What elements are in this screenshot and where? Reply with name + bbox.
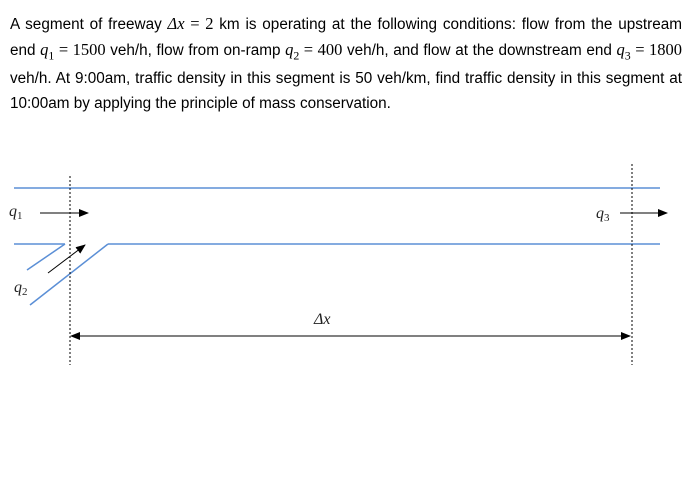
text-segment: veh/h, flow from on-ramp (105, 41, 286, 59)
on-ramp-left-edge (27, 244, 65, 270)
equals-sign: = (299, 39, 318, 59)
delta-x-value: 2 (205, 14, 214, 33)
delta-x-label: Δx (314, 311, 331, 328)
q2-flow-arrow (48, 245, 85, 273)
on-ramp-right-edge (30, 244, 108, 305)
text-segment: km is operating at the following conditions: flow from the upstream end (10, 16, 682, 59)
q3-symbol: $q_3$ (616, 39, 631, 62)
q1-label: q1 (9, 203, 23, 222)
text-segment: veh/h. At 9:00am, traffic density in this segment is 50 veh/km, find traffic density in this segment at 10:00am by applying the principle of mass conservation. (10, 70, 682, 112)
q3-value: 1800 (649, 39, 683, 59)
equals-sign: = (630, 39, 650, 59)
equals-sign: = (54, 39, 73, 59)
delta-x-left-arrowhead (70, 332, 80, 340)
q1-symbol: $q_1$ (40, 39, 55, 62)
delta-x-symbol: Δx (167, 14, 185, 33)
q3-label: q3 (596, 205, 610, 224)
equals-sign: = (184, 14, 206, 33)
q2-symbol: $q_2$ (285, 39, 300, 62)
q2-label: q2 (14, 279, 28, 298)
text-segment: veh/h, and flow at the downstream end (342, 41, 617, 59)
q2-value: 400 (317, 39, 343, 59)
q1-value: 1500 (72, 39, 106, 59)
text-segment: A segment of freeway (10, 16, 168, 33)
